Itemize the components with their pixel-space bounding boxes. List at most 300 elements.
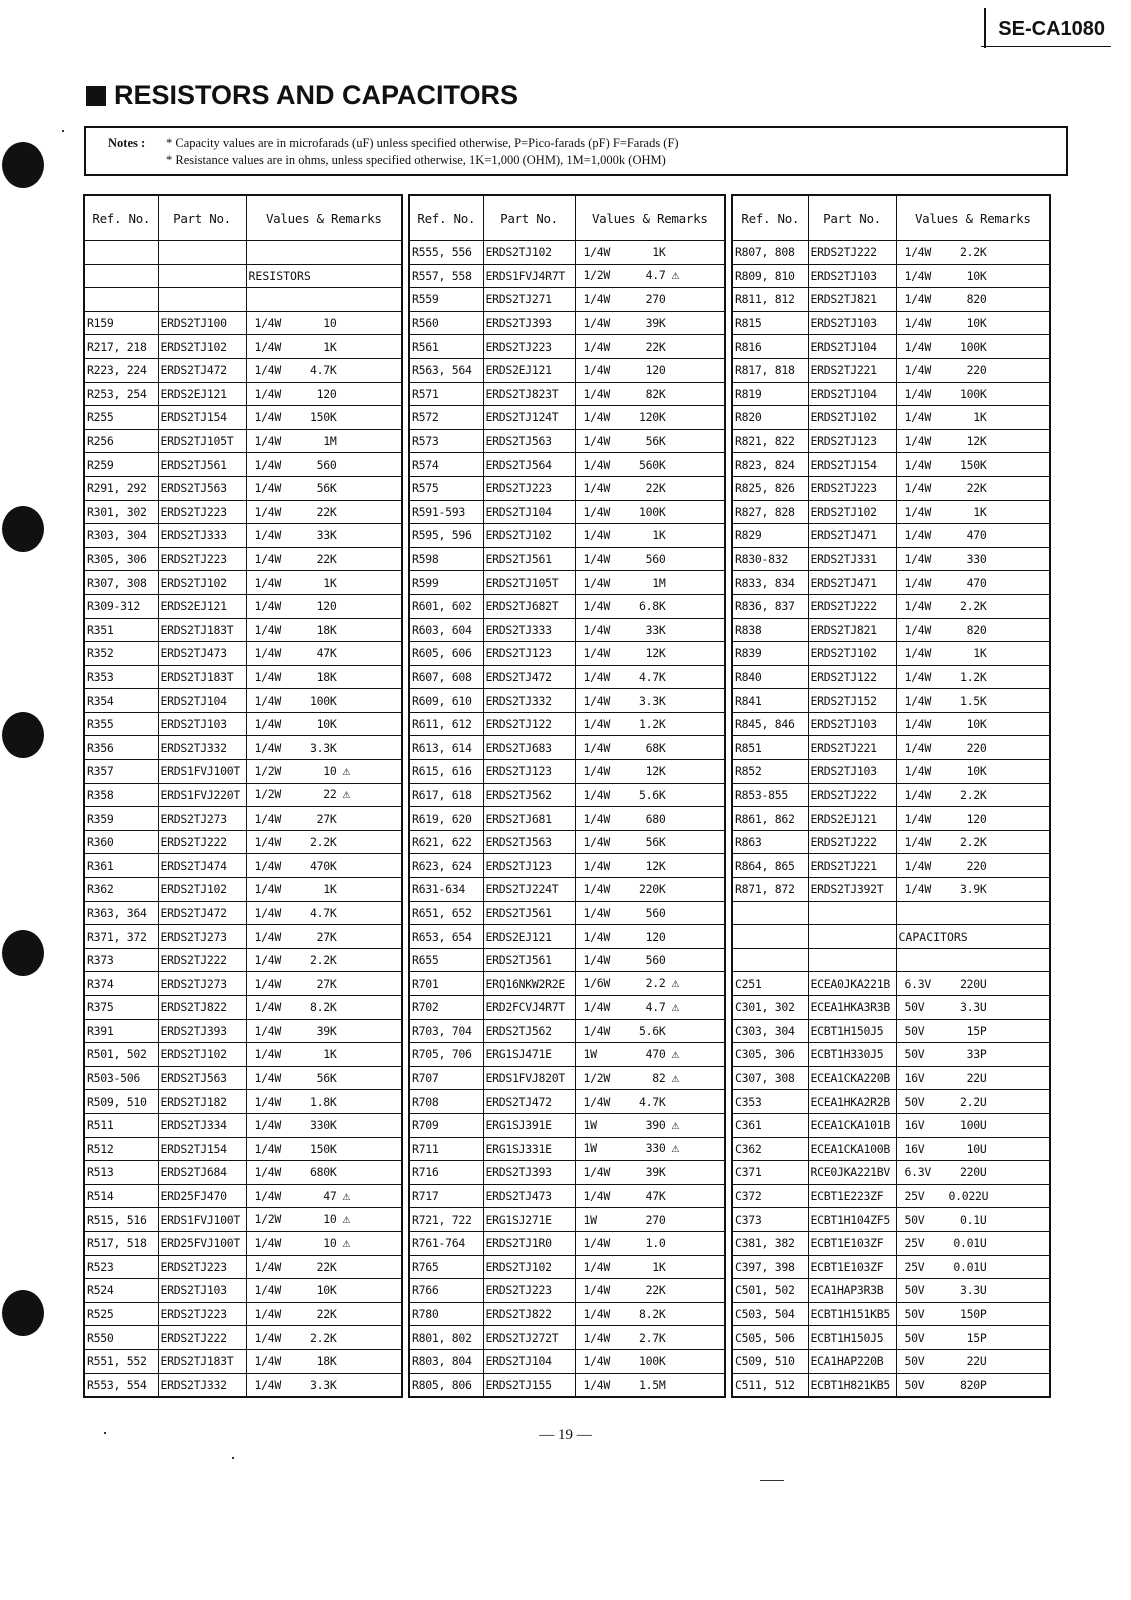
rating: 1/4W <box>583 1283 610 1298</box>
value: 6.8K <box>639 599 666 614</box>
value: 820 <box>966 622 987 637</box>
part-no: ERDS2TJ471 <box>808 571 896 595</box>
table-row <box>732 288 1050 312</box>
rating: 1/4W <box>254 1023 281 1038</box>
value-cell <box>246 406 402 430</box>
table-row <box>409 1113 725 1137</box>
safety-warning-icon: ⚠ <box>342 763 351 779</box>
table-row <box>84 854 402 878</box>
value-cell <box>896 1208 1050 1232</box>
rating: 1/4W <box>583 740 610 755</box>
table-row <box>732 1208 1050 1232</box>
ref-no: C307, 308 <box>732 1066 808 1090</box>
ref-no: R717 <box>409 1184 483 1208</box>
part-no: ECA1HAP3R3B <box>808 1279 896 1303</box>
value-cell <box>246 358 402 382</box>
value-cell <box>896 571 1050 595</box>
ref-no: R550 <box>84 1326 158 1350</box>
value-cell <box>896 996 1050 1020</box>
value-cell <box>575 642 725 666</box>
value-cell <box>575 878 725 902</box>
value-cell <box>246 925 402 949</box>
ref-no: R525 <box>84 1302 158 1326</box>
safety-warning-icon: ⚠ <box>671 976 680 992</box>
rating: 25V <box>904 1189 925 1204</box>
ref-no: R601, 602 <box>409 594 483 618</box>
ref-no: C361 <box>732 1113 808 1137</box>
part-cell <box>158 241 246 265</box>
value-cell <box>896 1066 1050 1090</box>
safety-warning-icon: ⚠ <box>342 1188 351 1204</box>
value: 120 <box>645 929 666 944</box>
value: 2.2K <box>310 953 337 968</box>
part-no: ERDS2EJ121 <box>483 358 575 382</box>
ref-no: R355 <box>84 712 158 736</box>
table-row <box>84 1019 402 1043</box>
rating: 1/4W <box>904 386 931 401</box>
part-no: ERDS2TJ102 <box>808 500 896 524</box>
rating: 1W <box>583 1212 597 1227</box>
ref-no: R303, 304 <box>84 524 158 548</box>
value: 820P <box>960 1377 987 1392</box>
part-no: ERDS2TJ272T <box>483 1326 575 1350</box>
table-row <box>84 288 402 312</box>
rating: 16V <box>904 1071 925 1086</box>
table-row <box>409 594 725 618</box>
part-no: ECEA0JKA221B <box>808 972 896 996</box>
value-cell <box>575 1349 725 1373</box>
value-cell <box>246 571 402 595</box>
value-cell <box>575 736 725 760</box>
table-row <box>732 382 1050 406</box>
rating: 1/4W <box>583 1023 610 1038</box>
part-no: ECBT1H151KB5 <box>808 1302 896 1326</box>
table-row <box>409 1279 725 1303</box>
value-cell <box>575 1090 725 1114</box>
value: 27K <box>316 811 337 826</box>
table-row <box>409 1208 725 1232</box>
value-cell <box>896 1043 1050 1067</box>
table-row <box>732 1066 1050 1090</box>
value: 8.2K <box>310 1000 337 1015</box>
value: 82K <box>645 386 666 401</box>
part-no: ERDS2TJ102 <box>483 1255 575 1279</box>
ref-no: C501, 502 <box>732 1279 808 1303</box>
rating: 50V <box>904 1330 925 1345</box>
value: 3.3U <box>960 1283 987 1298</box>
rating: 1/6W <box>583 976 610 991</box>
rating: 50V <box>904 1377 925 1392</box>
value: 2.2K <box>310 835 337 850</box>
table-row <box>84 1161 402 1185</box>
rating: 1/4W <box>583 1330 610 1345</box>
ref-no: R159 <box>84 311 158 335</box>
section-heading: CAPACITORS <box>896 925 1050 949</box>
rating: 1/4W <box>583 764 610 779</box>
rating: 1/4W <box>254 316 281 331</box>
notes-label: Notes : <box>108 136 146 150</box>
part-no: ERDS2TJ123 <box>483 642 575 666</box>
value-cell <box>246 830 402 854</box>
value: 10 <box>323 763 337 778</box>
value: 4.7K <box>310 905 337 920</box>
value: 1.2K <box>960 669 987 684</box>
table-row <box>84 830 402 854</box>
value: 12K <box>645 646 666 661</box>
part-no: ERDS2TJ104 <box>483 1349 575 1373</box>
value: 120K <box>639 410 666 425</box>
safety-warning-icon: ⚠ <box>671 1117 680 1133</box>
rating: 50V <box>904 1283 925 1298</box>
rating: 1/4W <box>904 858 931 873</box>
table-row <box>732 1279 1050 1303</box>
part-no: ERDS2TJ332 <box>158 1373 246 1397</box>
ref-no: R766 <box>409 1279 483 1303</box>
value: 12K <box>645 764 666 779</box>
ref-no: R830-832 <box>732 547 808 571</box>
value: 47 <box>323 1188 337 1203</box>
part-no: ERDS2TJ393 <box>483 1161 575 1185</box>
part-no: ECBT1E223ZF <box>808 1184 896 1208</box>
value-cell <box>575 288 725 312</box>
value-cell <box>575 972 725 996</box>
value: 150P <box>960 1307 987 1322</box>
part-no: ERDS2TJ563 <box>158 476 246 500</box>
value: 10K <box>966 717 987 732</box>
ref-no: R357 <box>84 760 158 784</box>
part-no: ERDS1FVJ100T <box>158 760 246 784</box>
rating: 1/4W <box>583 316 610 331</box>
table-row <box>409 618 725 642</box>
value-cell <box>246 854 402 878</box>
value-cell <box>896 453 1050 477</box>
header-values: Values & Remarks <box>896 195 1050 241</box>
rating: 1/4W <box>904 787 931 802</box>
rating: 1/4W <box>254 953 281 968</box>
rating: 1/4W <box>254 1377 281 1392</box>
part-no: ERDS2TJ334 <box>158 1113 246 1137</box>
ref-no: R609, 610 <box>409 689 483 713</box>
ref-no: R591-593 <box>409 500 483 524</box>
table-row <box>84 783 402 807</box>
rating: 1/4W <box>254 740 281 755</box>
part-no: ERDS2TJ124T <box>483 406 575 430</box>
table-row <box>84 736 402 760</box>
ref-no: R503-506 <box>84 1066 158 1090</box>
ref-no: R611, 612 <box>409 712 483 736</box>
value-cell <box>575 1255 725 1279</box>
table-row <box>84 429 402 453</box>
part-no: ERDS2TJ221 <box>808 854 896 878</box>
table-row <box>84 1043 402 1067</box>
ref-no: R574 <box>409 453 483 477</box>
value-cell <box>575 1019 725 1043</box>
part-no: ERDS2TJ563 <box>483 429 575 453</box>
ref-no: R595, 596 <box>409 524 483 548</box>
ref-no: R703, 704 <box>409 1019 483 1043</box>
part-no: ERDS2TJ564 <box>483 453 575 477</box>
table-row <box>732 476 1050 500</box>
rating: 1/4W <box>583 999 610 1014</box>
rating: 1/4W <box>254 1188 281 1203</box>
value: 33K <box>645 622 666 637</box>
rating: 1/4W <box>254 1141 281 1156</box>
table-header-row <box>84 195 402 241</box>
ref-no: C397, 398 <box>732 1255 808 1279</box>
value: 18K <box>316 622 337 637</box>
ref-no: R852 <box>732 760 808 784</box>
value: 2.2K <box>310 1330 337 1345</box>
value: 4.7 <box>645 999 666 1014</box>
part-cell <box>808 948 896 972</box>
ref-no: R816 <box>732 335 808 359</box>
rating: 1/4W <box>254 929 281 944</box>
ref-no: R819 <box>732 382 808 406</box>
value: 560K <box>639 457 666 472</box>
table-row <box>409 760 725 784</box>
table-row <box>732 807 1050 831</box>
ref-no: R861, 862 <box>732 807 808 831</box>
rating: 1/4W <box>583 929 610 944</box>
part-no: ECBT1H821KB5 <box>808 1373 896 1397</box>
value-cell <box>246 1279 402 1303</box>
rating: 1/4W <box>583 858 610 873</box>
table-row <box>409 854 725 878</box>
ref-no: R615, 616 <box>409 760 483 784</box>
rating: 1/4W <box>254 434 281 449</box>
header-part-no: Part No. <box>483 195 575 241</box>
value: 39K <box>645 316 666 331</box>
table-row <box>732 264 1050 288</box>
value: 27K <box>316 929 337 944</box>
part-no: ERDS2TJ222 <box>808 830 896 854</box>
value: 1.0 <box>645 1236 666 1251</box>
value-cell <box>575 1208 725 1232</box>
value-cell <box>575 406 725 430</box>
table-row <box>732 689 1050 713</box>
value: 2.2K <box>960 599 987 614</box>
value: 2.7K <box>639 1330 666 1345</box>
ref-no: R705, 706 <box>409 1043 483 1067</box>
value-cell <box>246 807 402 831</box>
table-row <box>84 1302 402 1326</box>
table-row <box>409 712 725 736</box>
ref-no: R259 <box>84 453 158 477</box>
ref-cell <box>732 925 808 949</box>
value: 3.3K <box>310 740 337 755</box>
table-row <box>84 453 402 477</box>
value-cell <box>896 264 1050 288</box>
note-resistance: * Resistance values are in ohms, unless specified otherwise, 1K=1,000 (OHM), 1M=1,000k (OHM) <box>166 153 666 167</box>
table-row <box>84 996 402 1020</box>
value-cell <box>575 382 725 406</box>
value-cell <box>896 689 1050 713</box>
rating: 1/4W <box>583 669 610 684</box>
rating: 1/4W <box>904 457 931 472</box>
rating: 1/4W <box>254 905 281 920</box>
part-no: ERDS2TJ221 <box>808 358 896 382</box>
value: 3.3K <box>639 693 666 708</box>
table-row <box>732 406 1050 430</box>
part-no: ERDS2TJ682T <box>483 594 575 618</box>
value-cell <box>246 1326 402 1350</box>
value-cell <box>246 901 402 925</box>
value-cell <box>246 996 402 1020</box>
value-cell <box>896 760 1050 784</box>
table-row <box>732 1184 1050 1208</box>
ref-no: R352 <box>84 642 158 666</box>
part-no: ERDS2TJ223 <box>158 500 246 524</box>
ref-no: R840 <box>732 665 808 689</box>
value-cell <box>246 712 402 736</box>
value-cell <box>575 264 725 288</box>
value-cell <box>246 1373 402 1397</box>
value-cell <box>575 429 725 453</box>
table-row <box>409 1302 725 1326</box>
rating: 1/4W <box>583 386 610 401</box>
part-no: ERDS2TJ223 <box>808 476 896 500</box>
rating: 1/4W <box>254 552 281 567</box>
rating: 1/4W <box>254 599 281 614</box>
ref-no: C505, 506 <box>732 1326 808 1350</box>
ref-no: C373 <box>732 1208 808 1232</box>
table-row <box>732 1373 1050 1397</box>
table-row <box>732 547 1050 571</box>
ref-no: R709 <box>409 1113 483 1137</box>
rating: 16V <box>904 1141 925 1156</box>
rating: 1/4W <box>583 882 610 897</box>
part-no: ERG1SJ471E <box>483 1043 575 1067</box>
value-cell <box>575 547 725 571</box>
rating: 1/4W <box>583 905 610 920</box>
section-title <box>86 80 518 111</box>
part-no: ERDS2TJ152 <box>808 689 896 713</box>
rating: 1/4W <box>583 1236 610 1251</box>
value: 1K <box>323 1047 337 1062</box>
value: 2.2 <box>645 976 666 991</box>
ref-no: C381, 382 <box>732 1231 808 1255</box>
rating: 50V <box>904 1000 925 1015</box>
part-no: ECBT1H104ZF5 <box>808 1208 896 1232</box>
value-cell <box>246 1137 402 1161</box>
value-cell <box>246 948 402 972</box>
table-row <box>84 500 402 524</box>
ref-no: R511 <box>84 1113 158 1137</box>
part-no: ERDS1FVJ100T <box>158 1208 246 1232</box>
scan-speck <box>232 1457 234 1459</box>
table-row <box>84 1255 402 1279</box>
value: 5.6K <box>639 1023 666 1038</box>
ref-no: R563, 564 <box>409 358 483 382</box>
table-row <box>84 1090 402 1114</box>
safety-warning-icon: ⚠ <box>671 268 680 284</box>
part-no: ERDS2TJ472 <box>483 1090 575 1114</box>
value: 100K <box>639 504 666 519</box>
value: 470 <box>645 1046 666 1061</box>
ref-no: R839 <box>732 642 808 666</box>
table-row <box>732 854 1050 878</box>
value: 1K <box>323 575 337 590</box>
value: 1.5K <box>960 693 987 708</box>
ref-no: R780 <box>409 1302 483 1326</box>
part-no: ERDS2TJ273 <box>158 972 246 996</box>
part-no: ERDS2TJ103 <box>808 264 896 288</box>
rating: 1/4W <box>254 1094 281 1109</box>
value: 220 <box>966 363 987 378</box>
part-no: ERDS2TJ183T <box>158 665 246 689</box>
value: 560 <box>645 552 666 567</box>
part-no: ERDS2TJ563 <box>158 1066 246 1090</box>
ref-no: R362 <box>84 878 158 902</box>
rating: 1/4W <box>904 835 931 850</box>
ref-no: R820 <box>732 406 808 430</box>
part-no: ECBT1H150J5 <box>808 1326 896 1350</box>
value: 56K <box>316 1071 337 1086</box>
ref-no: R836, 837 <box>732 594 808 618</box>
table-row <box>84 406 402 430</box>
part-no: ERDS2TJ561 <box>483 901 575 925</box>
value-cell <box>575 948 725 972</box>
table-row <box>409 476 725 500</box>
value-cell <box>575 524 725 548</box>
safety-warning-icon: ⚠ <box>671 1141 680 1157</box>
value-cell <box>896 241 1050 265</box>
table-row <box>732 948 1050 972</box>
value: 56K <box>645 434 666 449</box>
value: 10K <box>316 717 337 732</box>
ref-no: R702 <box>409 996 483 1020</box>
ref-no: R572 <box>409 406 483 430</box>
part-cell <box>808 925 896 949</box>
ref-no: R598 <box>409 547 483 571</box>
value-cell <box>896 830 1050 854</box>
rating: 1/4W <box>904 575 931 590</box>
section-heading <box>896 901 1050 925</box>
table-row <box>84 241 402 265</box>
table-row <box>84 618 402 642</box>
table-row <box>732 1113 1050 1137</box>
value: 1.2K <box>639 717 666 732</box>
part-no: ERD2FCVJ4R7T <box>483 996 575 1020</box>
ref-no: R217, 218 <box>84 335 158 359</box>
table-row <box>732 618 1050 642</box>
value: 330K <box>310 1118 337 1133</box>
part-no: ECEA1CKA101B <box>808 1113 896 1137</box>
value: 470K <box>310 858 337 873</box>
part-no: ERDS2TJ223 <box>483 1279 575 1303</box>
value: 12K <box>966 434 987 449</box>
table-row <box>732 642 1050 666</box>
table-row <box>409 1326 725 1350</box>
rating: 1/4W <box>254 717 281 732</box>
part-no: ERDS2TJ123 <box>483 854 575 878</box>
value: 4.7K <box>310 363 337 378</box>
table-row <box>732 1090 1050 1114</box>
part-no: ERDS2TJ105T <box>483 571 575 595</box>
value-cell <box>896 1090 1050 1114</box>
part-no: ERDS1FVJ4R7T <box>483 264 575 288</box>
table-row <box>409 1161 725 1185</box>
ref-no: R353 <box>84 665 158 689</box>
rating: 1/4W <box>583 481 610 496</box>
value-cell <box>575 1113 725 1137</box>
ref-no: C503, 504 <box>732 1302 808 1326</box>
value: 1.8K <box>310 1094 337 1109</box>
value: 330 <box>645 1141 666 1156</box>
part-no: ERDS2TJ183T <box>158 618 246 642</box>
value: 0.022U <box>948 1189 989 1204</box>
scan-speck <box>104 1432 106 1434</box>
